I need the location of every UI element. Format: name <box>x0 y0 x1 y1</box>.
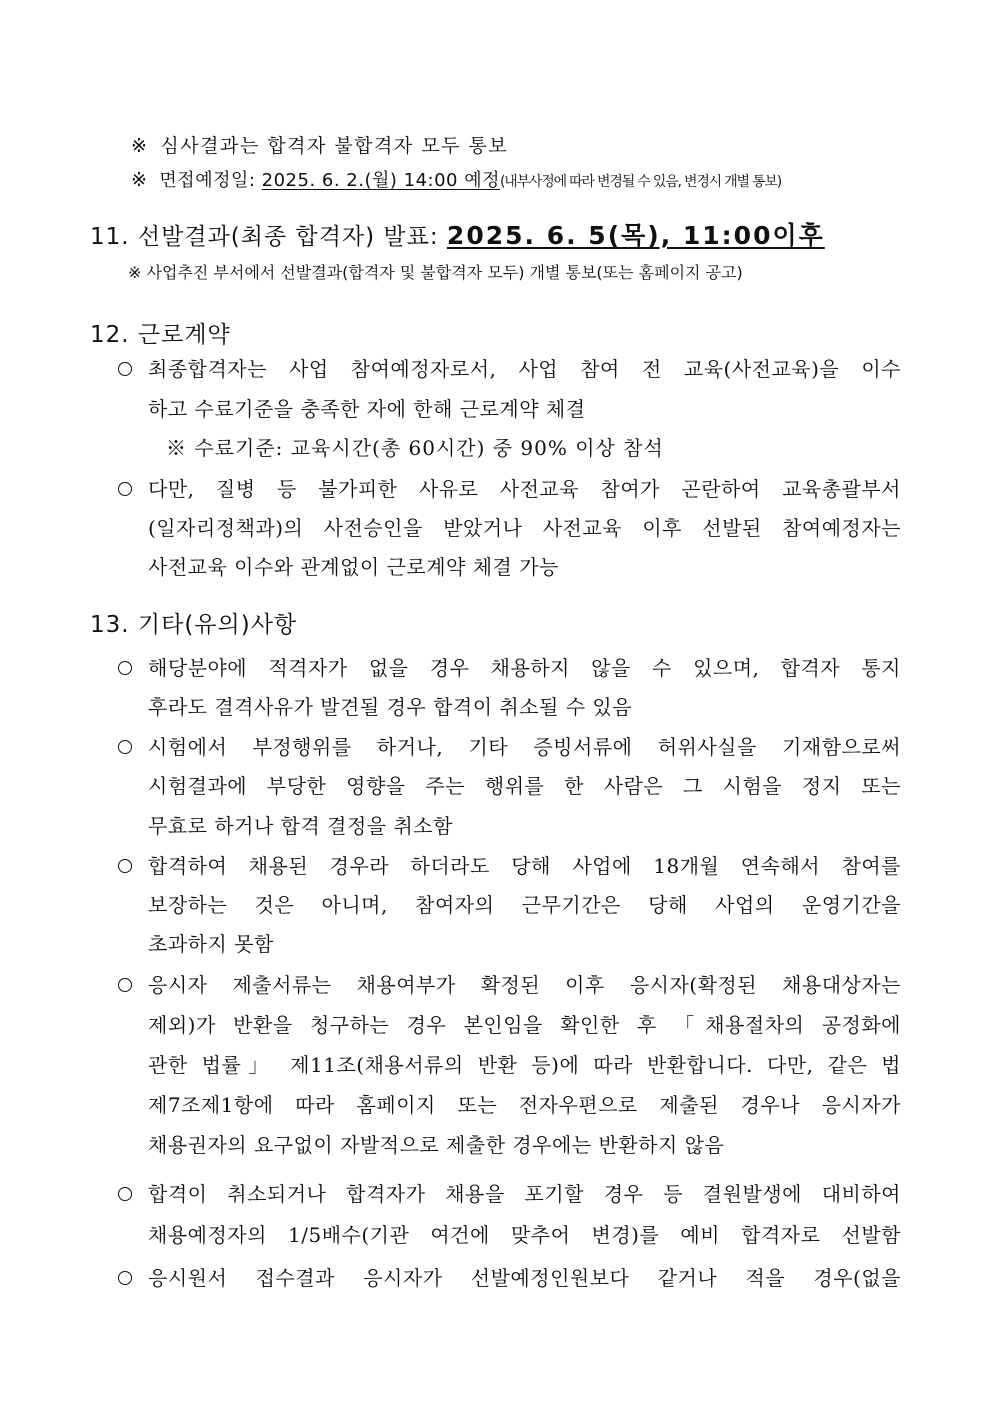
text-line: 해당분야에 적격자가 없을 경우 채용하지 않을 수 있으며, 합격자 통지 <box>148 656 901 680</box>
bullet-icon <box>114 729 136 765</box>
result-notice-note <box>131 131 508 158</box>
bullet-icon <box>114 471 136 507</box>
reference-mark: ※ <box>131 135 149 157</box>
text-line: 다만, 질병 등 불가피한 사유로 사전교육 참여가 곤란하여 교육총괄부서 <box>148 477 901 501</box>
text-line: 제7조제1항에 따라 홈페이지 또는 전자우편으로 제출된 경우나 응시자가 <box>148 1093 901 1117</box>
interview-date-remark: (내부사정에 따라 변경될 수 있음, 변경시 개별 통보) <box>500 174 782 190</box>
text-line: 제외)가 반환을 청구하는 경우 본인임을 확인한 후 「채용절차의 공정화에 <box>148 1013 901 1037</box>
interview-date: 2025. 6. 2.(월) 14:00 예정 <box>261 170 501 191</box>
text-line: 시험에서 부정행위를 하거나, 기타 증빙서류에 허위사실을 기재함으로써 <box>148 735 901 759</box>
bullet-icon <box>114 967 136 1003</box>
text-line: 관한 법률」 제11조(채용서류의 반환 등)에 따라 반환합니다. 다만, 같은 법 <box>148 1053 901 1077</box>
reference-mark: ※ <box>131 169 148 191</box>
text-line: 후라도 결격사유가 발견될 경우 합격이 취소될 수 있음 <box>148 695 633 719</box>
interview-label: 면접예정일: <box>159 170 262 191</box>
completion-criteria-note: ※ 수료기준: 교육시간(총 60시간) 중 90% 이상 참석 <box>166 436 664 460</box>
text-line: 응시자 제출서류는 채용여부가 확정된 이후 응시자(확정된 채용대상자는 <box>148 973 901 997</box>
bullet-icon <box>114 650 136 686</box>
section-11-title: 11. 선발결과(최종 합격자) 발표: <box>90 224 447 250</box>
section-11-note: ※ 사업추진 부서에서 선발결과(합격자 및 불합격자 모두) 개별 통보(또는 홈페이지 공고) <box>128 263 743 282</box>
text-line: 보장하는 것은 아니며, 참여자의 근무기간은 당해 사업의 운영기간을 <box>148 893 901 917</box>
text-line: 최종합격자는 사업 참여예정자로서, 사업 참여 전 교육(사전교육)을 이수 <box>148 357 901 381</box>
note-text: 심사결과는 합격자 불합격자 모두 통보 <box>160 135 509 157</box>
text-line: 하고 수료기준을 충족한 자에 한해 근로계약 체결 <box>148 397 586 421</box>
text-line: 채용예정자의 1/5배수(기관 여건에 맞추어 변경)를 예비 합격자로 선발함 <box>148 1223 901 1247</box>
bullet-icon <box>114 1260 136 1296</box>
text-line: 사전교육 이수와 관계없이 근로계약 체결 가능 <box>148 555 559 579</box>
bullet-icon <box>114 1176 136 1212</box>
bullet-icon <box>114 848 136 884</box>
text-line: 채용권자의 요구없이 자발적으로 제출한 경우에는 반환하지 않음 <box>148 1133 725 1157</box>
section-11-heading <box>90 216 825 252</box>
announcement-date: 2025. 6. 5(목), 11:00이후 <box>446 221 825 250</box>
text-line: 합격하여 채용된 경우라 하더라도 당해 사업에 18개월 연속해서 참여를 <box>148 854 901 878</box>
bullet-icon <box>114 351 136 387</box>
text-line: 무효로 하거나 합격 결정을 취소함 <box>148 814 453 838</box>
section-13-heading: 13. 기타(유의)사항 <box>90 612 298 638</box>
section-12-heading: 12. 근로계약 <box>90 322 231 348</box>
text-line: 시험결과에 부당한 영향을 주는 행위를 한 사람은 그 시험을 정지 또는 <box>148 774 901 798</box>
interview-date-note <box>131 166 781 192</box>
text-line: 응시원서 접수결과 응시자가 선발예정인원보다 같거나 적을 경우(없을 <box>148 1266 901 1290</box>
text-line: (일자리정책과)의 사전승인을 받았거나 사전교육 이후 선발된 참여예정자는 <box>148 516 901 540</box>
text-line: 초과하지 못함 <box>148 932 274 956</box>
text-line: 합격이 취소되거나 합격자가 채용을 포기할 경우 등 결원발생에 대비하여 <box>148 1182 901 1206</box>
